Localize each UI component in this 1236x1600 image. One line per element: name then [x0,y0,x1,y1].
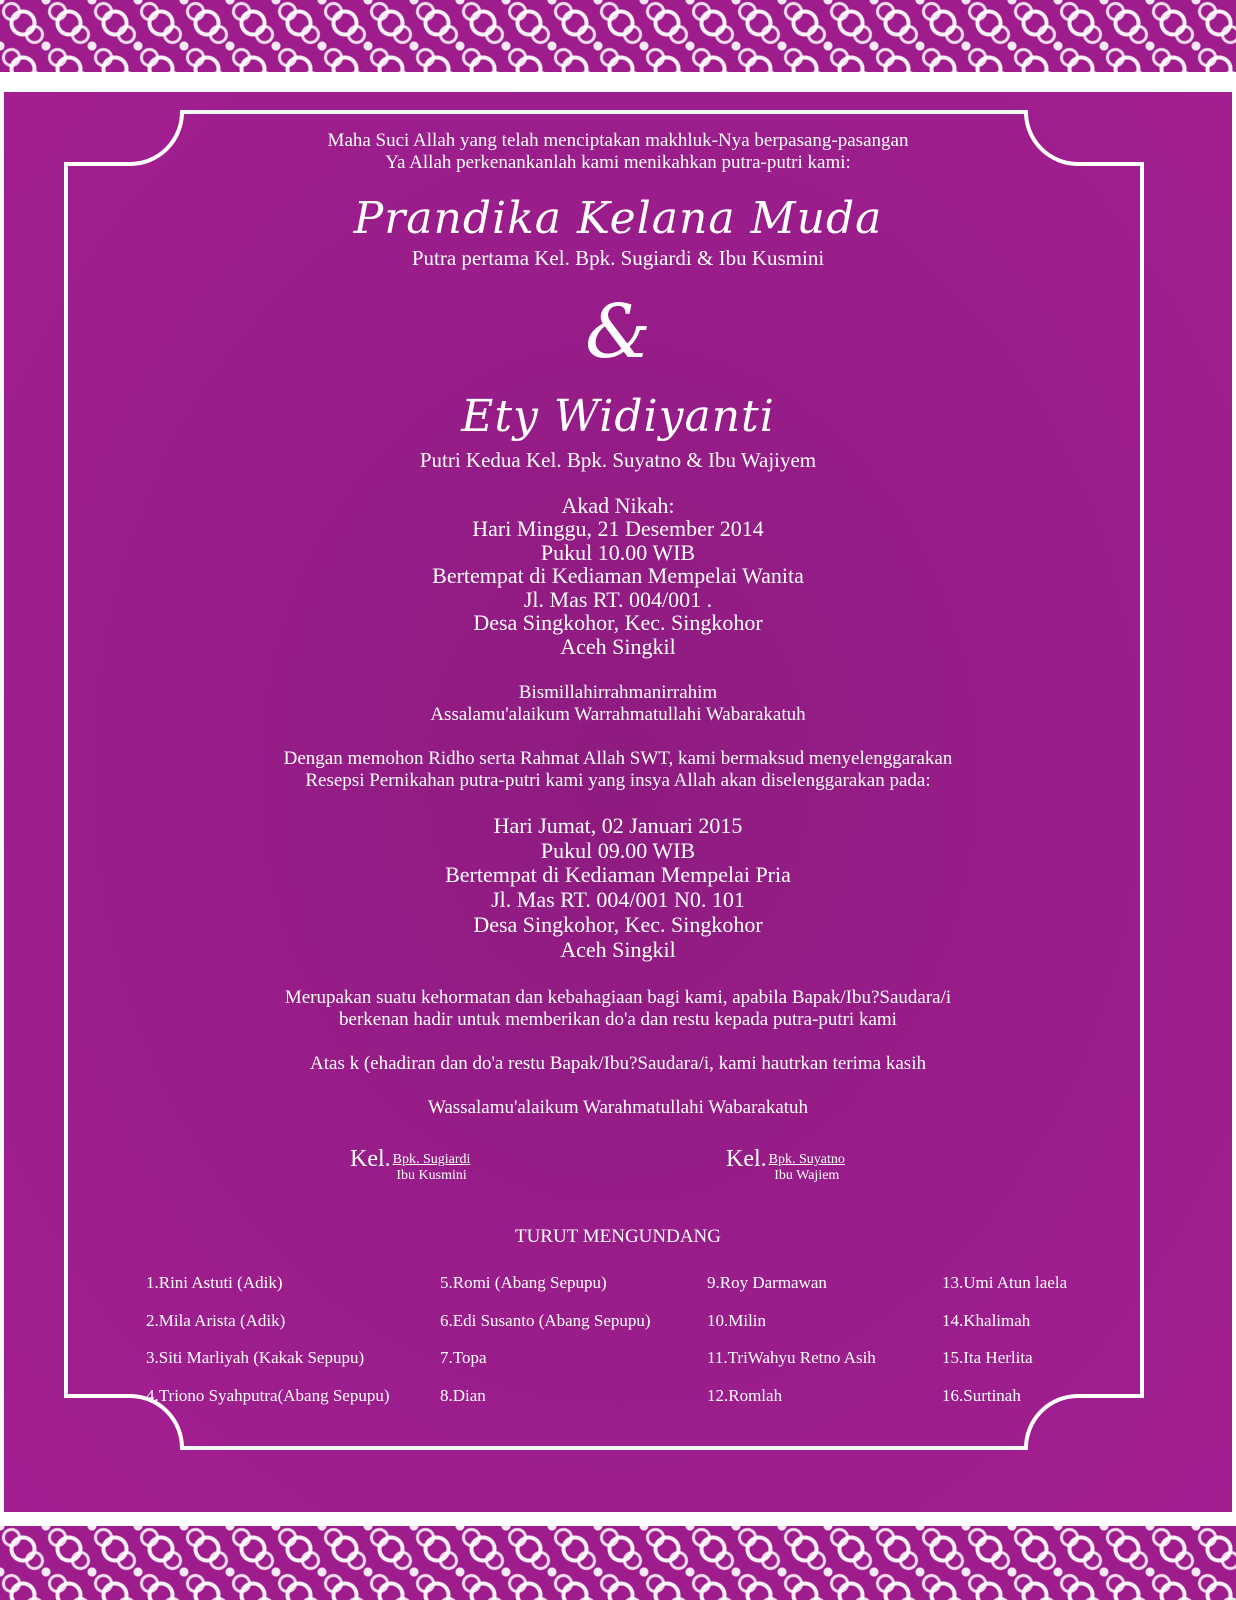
bride-parents: Putri Kedua Kel. Bpk. Suyatno & Ibu Wajiyem [419,448,817,472]
request-line-2: Resepsi Pernikahan putra-putri kami yang insya Allah akan diselenggarakan pada: [305,770,931,791]
guest-item: 10.Milin [707,1310,767,1330]
bismillah-line: Bismillahirrahmanirrahim [518,682,718,703]
guest-column-1 [146,1264,390,1414]
guest-column-4 [942,1264,1067,1414]
honor-line-1: Merupakan suatu kehormatan dan kebahagiaan bagi kami, apabila Bapak/Ibu?Saudara/i [284,987,952,1008]
resepsi-line-5: Desa Singkohor, Kec. Singkohor [473,912,763,937]
wassalamualaikum-line: Wassalamu'alaikum Warahmatullahi Wabarakatuh [427,1097,809,1118]
request-line-1: Dengan memohon Ridho serta Rahmat Allah SWT, kami bermaksud menyelenggarakan [283,748,953,769]
guest-item: 5.Romi (Abang Sepupu) [440,1273,607,1292]
akad-line-7: Aceh Singkil [560,634,676,659]
guest-column-3 [707,1264,876,1414]
turut-mengundang-title: TURUT MENGUNDANG [514,1226,721,1247]
guest-item: 14.Khalimah [942,1310,1031,1330]
guest-item: 13.Umi Atun laela [942,1273,1068,1292]
resepsi-line-4: Jl. Mas RT. 004/001 N0. 101 [491,887,745,912]
guest-item: 6.Edi Susanto (Abang Sepupu) [440,1310,651,1330]
signature-bride-family [726,1146,845,1184]
akad-line-2: Hari Minggu, 21 Desember 2014 [472,516,764,541]
akad-line-3: Pukul 10.00 WIB [540,540,696,565]
guest-item: 4.Triono Syahputra(Abang Sepupu) [146,1385,390,1405]
assalamualaikum-line: Assalamu'alaikum Warrahmatullahi Wabarakatuh [430,704,806,725]
resepsi-line-3: Bertempat di Kediaman Mempelai Pria [445,862,791,887]
signature-prefix: Kel. [350,1146,391,1172]
akad-line-6: Desa Singkohor, Kec. Singkohor [473,610,763,635]
signature-mother: Ibu Kusmini [396,1168,467,1183]
guest-item: 9.Roy Darmawan [707,1273,827,1292]
signature-groom-family [350,1146,470,1184]
bottom-ornament-band [0,1526,1236,1600]
guest-column-2 [440,1264,651,1414]
resepsi-line-2: Pukul 09.00 WIB [540,838,696,863]
guest-item: 16.Surtinah [942,1385,1021,1405]
guest-item: 15.Ita Herlita [942,1348,1033,1367]
signature-mother: Ibu Wajiem [774,1168,840,1183]
resepsi-line-1: Hari Jumat, 02 Januari 2015 [493,813,743,838]
guest-item: 1.Rini Astuti (Adik) [146,1273,283,1292]
groom-parents: Putra pertama Kel. Bpk. Sugiardi & Ibu Kusmini [411,246,825,270]
signature-father: Bpk. Sugiardi [392,1152,471,1167]
akad-line-1: Akad Nikah: [561,493,675,518]
guest-item: 12.Romlah [707,1385,783,1405]
signature-father: Bpk. Suyatno [768,1152,845,1167]
bride-name: Ety Widiyanti [461,391,775,442]
guest-item: 2.Mila Arista (Adik) [146,1310,286,1330]
top-ornament-band [0,0,1236,72]
ampersand-ornament: & [585,289,651,375]
akad-line-5: Jl. Mas RT. 004/001 . [523,587,713,612]
guest-item: 8.Dian [440,1385,486,1405]
intro-line-1: Maha Suci Allah yang telah menciptakan makhluk-Nya berpasang-pasangan [327,130,909,151]
honor-line-2: berkenan hadir untuk memberikan do'a dan restu kepada putra-putri kami [339,1009,897,1030]
intro-line-2: Ya Allah perkenankanlah kami menikahkan putra-putri kami: [385,152,851,173]
thanks-line: Atas k (ehadiran dan do'a restu Bapak/Ibu?Saudara/i, kami hautrkan terima kasih [310,1053,926,1074]
signature-prefix: Kel. [726,1146,767,1172]
guest-item: 3.Siti Marliyah (Kakak Sepupu) [146,1348,365,1367]
akad-line-4: Bertempat di Kediaman Mempelai Wanita [432,563,804,588]
groom-name: Prandika Kelana Muda [353,193,883,244]
guest-item: 7.Topa [440,1348,487,1367]
guest-item: 11.TriWahyu Retno Asih [707,1348,876,1367]
resepsi-line-6: Aceh Singkil [560,937,676,962]
invitation-card [4,92,1232,1512]
